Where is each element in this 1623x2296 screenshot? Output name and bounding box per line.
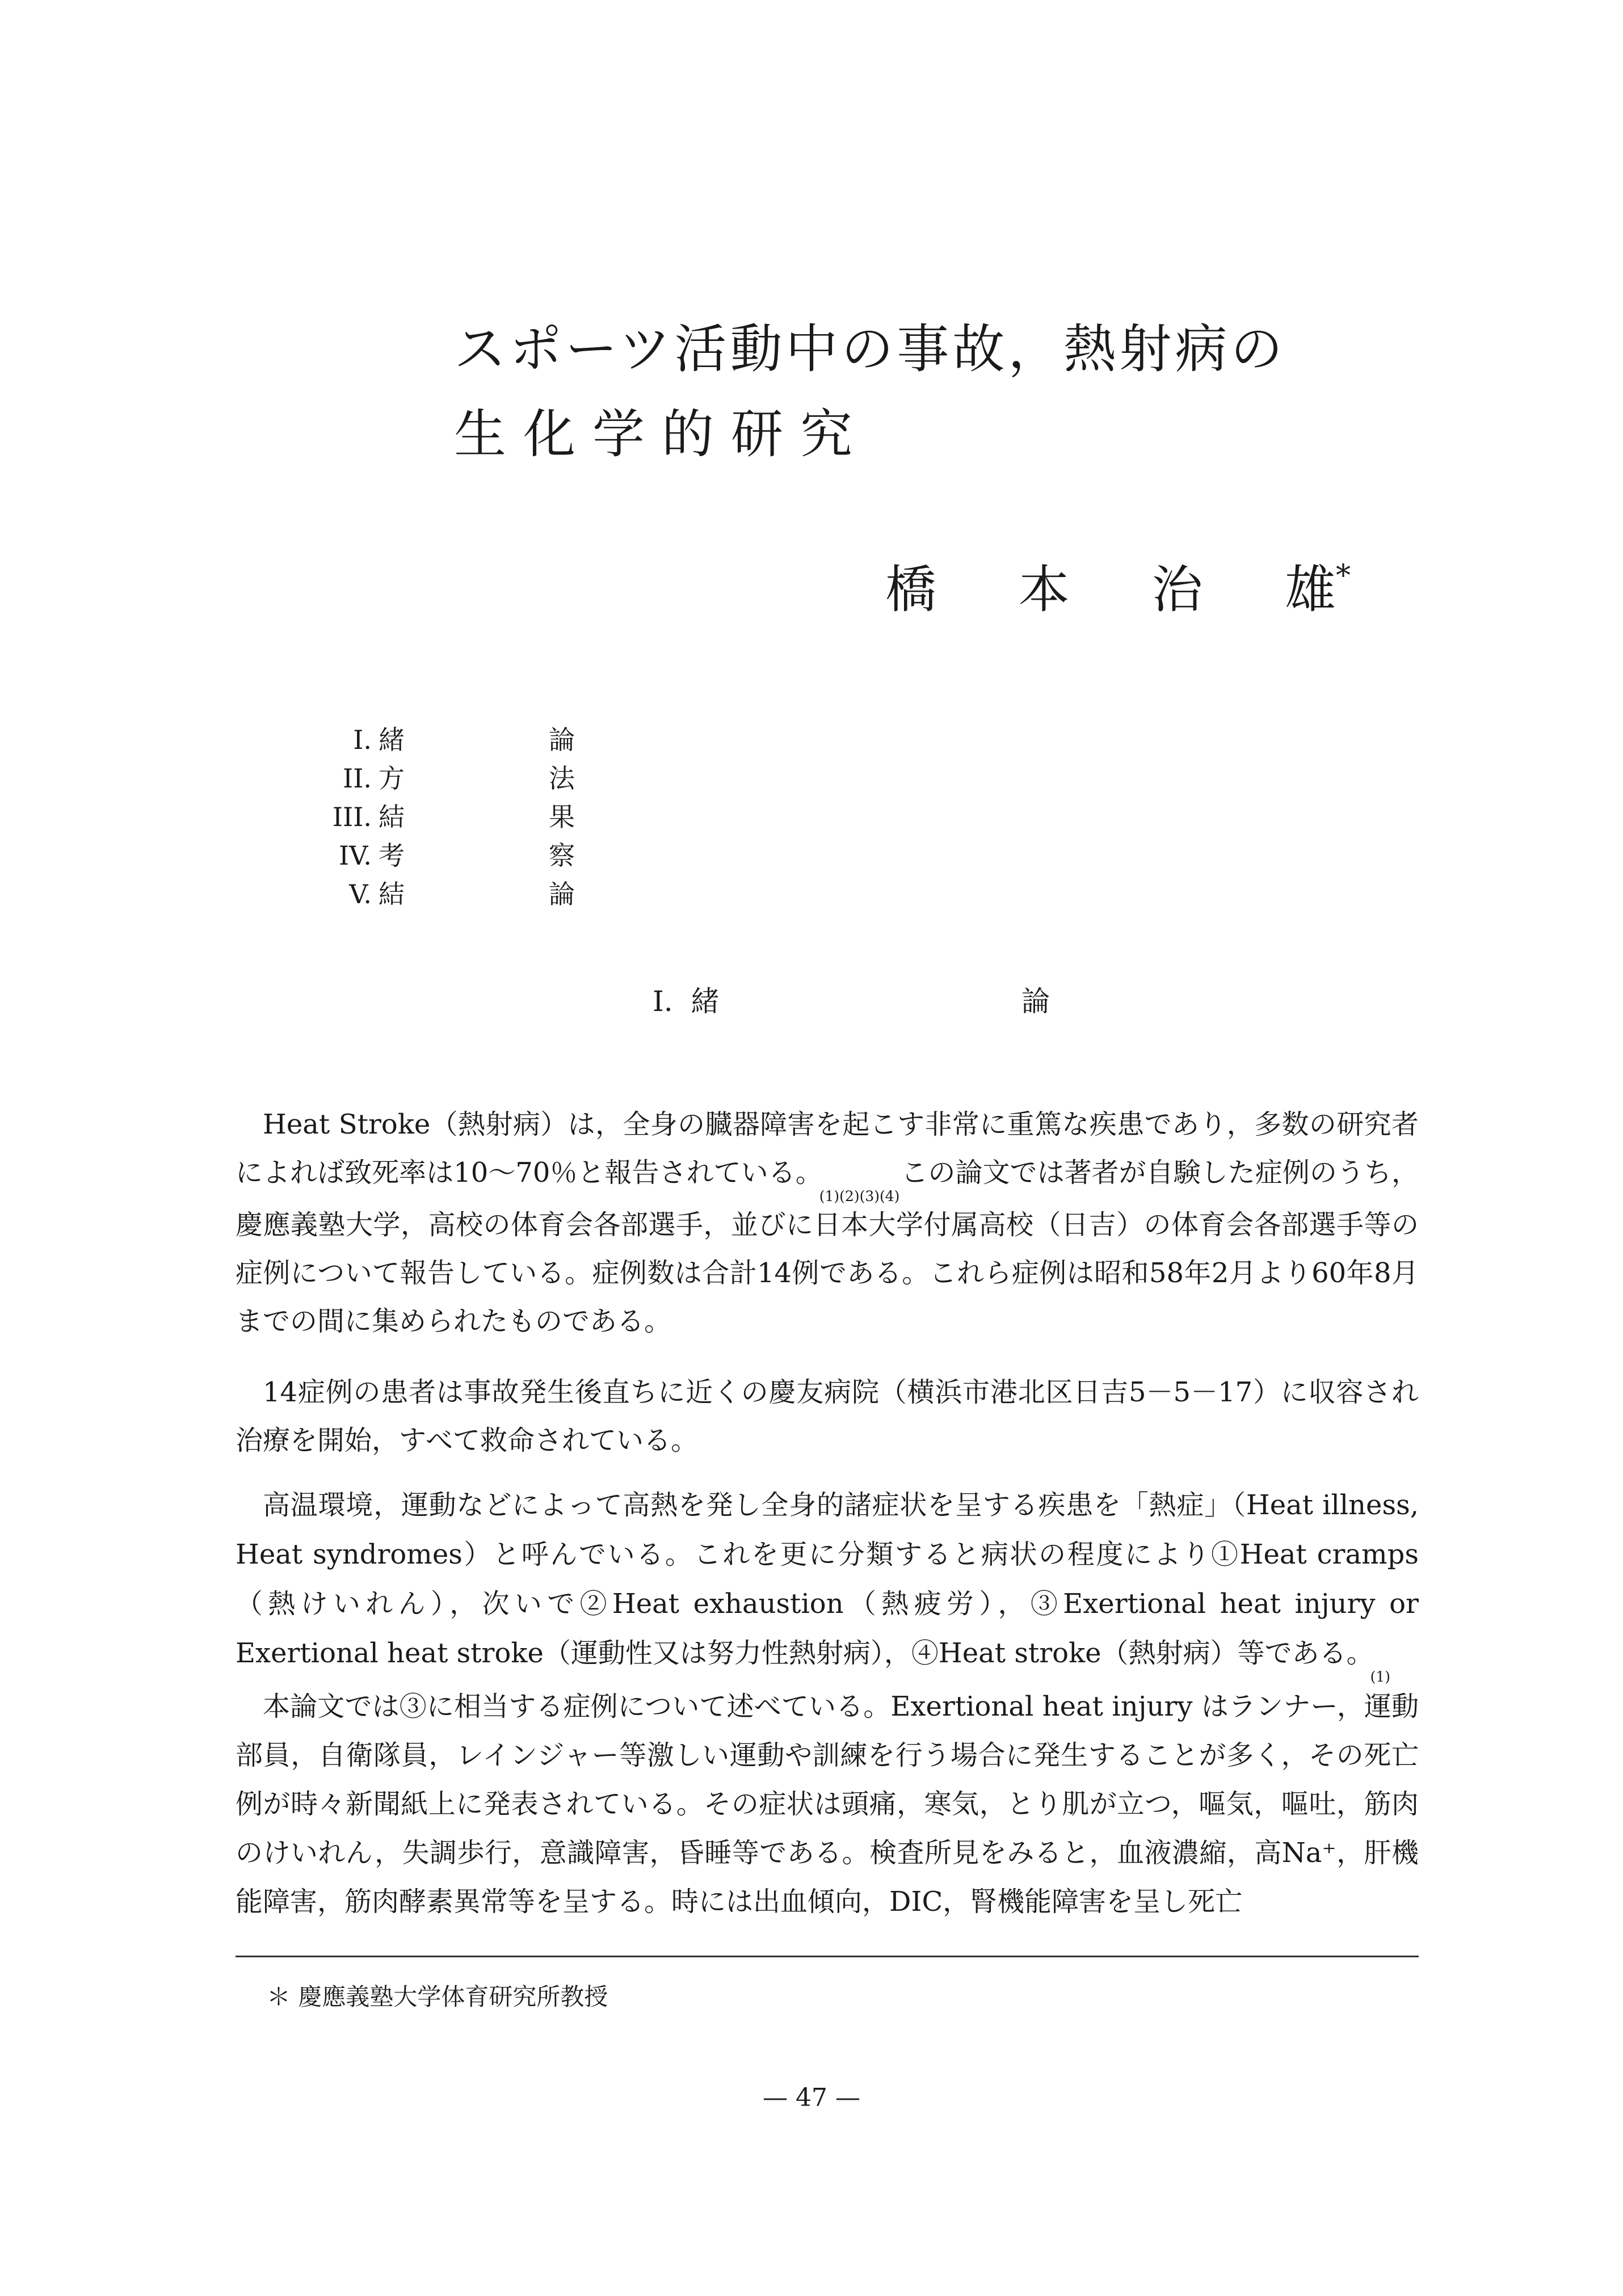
paragraph-4: 本論文では③に相当する症例について述べている。Exertional heat injury はランナー，運動部員，自衛隊員，レインジャー等激しい運動や訓練を行う場合に発生することが多く，その死亡例が時々新聞紙上に発表されている。その症状は頭痛，寒気，とり肌が立つ，嘔気，嘔吐，筋肉のけいれん，失調歩行，意識障害，昏睡等である。検査所見をみると，血液濃縮，高Na⁺，肝機能障害，筋肉酵素異常等を呈する。時には出血傾向，DIC，腎機能障害を呈し死亡 bbox=[236, 1691, 1419, 1918]
footnote-divider bbox=[236, 1956, 1419, 1957]
toc-item bbox=[318, 721, 583, 759]
toc-number: III. bbox=[332, 802, 372, 832]
toc-number: I. bbox=[353, 724, 372, 755]
toc-label-second: 論 bbox=[549, 879, 575, 909]
section-heading-second: 論 bbox=[1021, 985, 1050, 1018]
paragraph-1: Heat Stroke（熱射病）は，全身の臓器障害を起こす非常に重篤な疾患であり，多数の研究者によれば致死率は10～70％と報告されている。$_{(1)(2)(3)(4)}$この論文では著者が自験した症例のうち，慶應義塾大学，高校の体育会各部選手，並びに日本大学付属高校（日吉）の体育会各部選手等の症例について報告している。症例数は合計14例である。これら症例は昭和58年2月より60年8月までの間に集められたものである。 bbox=[236, 1109, 1419, 1337]
toc-label-first: 方 bbox=[379, 763, 405, 794]
toc-label-second: 法 bbox=[549, 763, 575, 794]
citation-ref: (1)(2)(3)(4) bbox=[819, 1188, 900, 1204]
citation-ref: (1) bbox=[1370, 1669, 1390, 1685]
toc-number: V. bbox=[349, 879, 372, 909]
toc-label-second: 察 bbox=[549, 840, 575, 871]
toc-label-first: 結 bbox=[379, 879, 405, 909]
toc-item bbox=[318, 836, 583, 875]
paragraph-2: 14症例の患者は事故発生後直ちに近くの慶友病院（横浜市港北区日吉5－5－17）に収容され治療を開始，すべて救命されている。 bbox=[236, 1376, 1419, 1456]
toc-item bbox=[318, 759, 583, 798]
author-char-1: 橋 bbox=[885, 560, 936, 620]
toc-item bbox=[318, 798, 583, 836]
toc-label-first: 緒 bbox=[379, 724, 405, 755]
section-heading-first: I. 緒 bbox=[653, 985, 720, 1018]
author-footnote-mark: * bbox=[1335, 559, 1351, 593]
toc-number: IV. bbox=[339, 840, 372, 871]
toc-label-second: 果 bbox=[549, 802, 575, 832]
footnote: ＊ 慶應義塾大学体育研究所教授 bbox=[267, 1983, 608, 2011]
paper-title-line-2: 生化学的研究 bbox=[454, 404, 870, 465]
toc-label-first: 考 bbox=[379, 840, 405, 871]
paragraph-3: 高温環境，運動などによって高熱を発し全身的諸症状を呈する疾患を「熱症」（Heat illness, Heat syndromes）と呼んでいる。これを更に分類すると病状の程度により①Heat cramps（熱けいれん），次いで②Heat exhaustion（熱疲労），③Exertional heat injury or Exertional heat stroke（運動性又は努力性熱射病），④Heat stroke（熱射病）等である。$_{(1)}$ bbox=[236, 1489, 1419, 1685]
toc-number: II. bbox=[343, 763, 372, 794]
author-char-4: 雄* bbox=[1284, 559, 1351, 620]
author-name bbox=[885, 559, 1351, 620]
paper-title-line-1: スポーツ活動中の事故，熱射病の bbox=[454, 319, 1286, 380]
toc-label-second: 論 bbox=[549, 724, 575, 755]
author-char-2: 本 bbox=[1018, 560, 1070, 620]
toc-item bbox=[318, 875, 583, 913]
toc-label-first: 結 bbox=[379, 802, 405, 832]
page-number: — 47 — bbox=[763, 2083, 860, 2112]
table-of-contents bbox=[318, 721, 583, 913]
author-char-3: 治 bbox=[1151, 560, 1203, 620]
section-heading bbox=[653, 987, 1050, 1016]
